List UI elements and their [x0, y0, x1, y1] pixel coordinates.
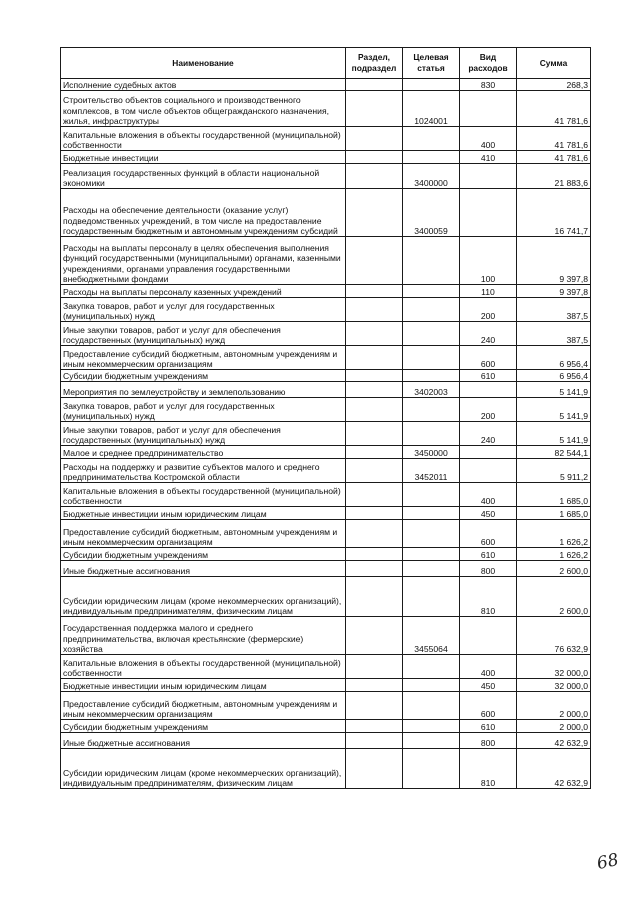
- row-sum: 21 883,6: [517, 164, 591, 189]
- row-section: [346, 346, 403, 370]
- row-section: [346, 322, 403, 346]
- row-name: Субсидии бюджетным учреждениям: [61, 548, 346, 561]
- row-type: 240: [460, 422, 517, 446]
- row-target: [403, 346, 460, 370]
- table-row: [61, 91, 591, 127]
- row-name: Расходы на выплаты персоналу в целях обеспечения выполнения функций государственными (муниципальными) органами, казенными учреждениями, органами управления государственными внебюджетными фондами: [61, 237, 346, 285]
- row-sum: 2 000,0: [517, 692, 591, 720]
- row-section: [346, 749, 403, 789]
- row-sum: 82 544,1: [517, 446, 591, 459]
- table-row: [61, 285, 591, 298]
- row-section: [346, 617, 403, 655]
- row-sum: 1 685,0: [517, 483, 591, 507]
- row-type: 200: [460, 398, 517, 422]
- table-row: [61, 164, 591, 189]
- row-section: [346, 79, 403, 91]
- row-sum: 387,5: [517, 298, 591, 322]
- row-target: 3402003: [403, 382, 460, 398]
- table-row: [61, 79, 591, 91]
- table-row: [61, 483, 591, 507]
- table-row: [61, 749, 591, 789]
- row-target: 3450000: [403, 446, 460, 459]
- table-row: [61, 127, 591, 151]
- table-row: [61, 617, 591, 655]
- table-row: [61, 520, 591, 548]
- row-target: 3455064: [403, 617, 460, 655]
- table-body: [61, 79, 591, 789]
- row-type: [460, 382, 517, 398]
- row-target: [403, 720, 460, 733]
- row-section: [346, 548, 403, 561]
- table-row: [61, 322, 591, 346]
- table-row: [61, 459, 591, 483]
- row-type: 100: [460, 237, 517, 285]
- row-type: 600: [460, 520, 517, 548]
- row-target: 1024001: [403, 91, 460, 127]
- row-target: [403, 692, 460, 720]
- row-name: Предоставление субсидий бюджетным, автономным учреждениям и иным некоммерческим организациям: [61, 520, 346, 548]
- table-row: [61, 548, 591, 561]
- row-name: Субсидии бюджетным учреждениям: [61, 720, 346, 733]
- row-target: 3400000: [403, 164, 460, 189]
- table-row: [61, 679, 591, 692]
- table-row: [61, 733, 591, 749]
- row-sum: 32 000,0: [517, 655, 591, 679]
- row-name: Бюджетные инвестиции иным юридическим лицам: [61, 507, 346, 520]
- row-section: [346, 446, 403, 459]
- table-row: [61, 382, 591, 398]
- row-target: [403, 79, 460, 91]
- row-section: [346, 655, 403, 679]
- row-sum: 5 141,9: [517, 422, 591, 446]
- row-section: [346, 151, 403, 164]
- row-type: 200: [460, 298, 517, 322]
- row-name: Бюджетные инвестиции: [61, 151, 346, 164]
- row-sum: 1 626,2: [517, 520, 591, 548]
- table-row: [61, 237, 591, 285]
- row-section: [346, 370, 403, 382]
- row-sum: 1 685,0: [517, 507, 591, 520]
- row-name: Малое и среднее предпринимательство: [61, 446, 346, 459]
- row-sum: 42 632,9: [517, 749, 591, 789]
- row-name: Исполнение судебных актов: [61, 79, 346, 91]
- row-target: [403, 655, 460, 679]
- row-sum: 9 397,8: [517, 237, 591, 285]
- table-row: [61, 189, 591, 237]
- table-row: [61, 398, 591, 422]
- row-section: [346, 91, 403, 127]
- row-sum: 41 781,6: [517, 151, 591, 164]
- row-section: [346, 398, 403, 422]
- row-type: 410: [460, 151, 517, 164]
- row-target: 3400059: [403, 189, 460, 237]
- table-header-row: [61, 48, 591, 79]
- row-type: 610: [460, 370, 517, 382]
- row-sum: 6 956,4: [517, 370, 591, 382]
- header-target: Целевая статья: [403, 48, 460, 79]
- table-row: [61, 507, 591, 520]
- table-row: [61, 720, 591, 733]
- row-section: [346, 459, 403, 483]
- row-target: [403, 322, 460, 346]
- row-type: [460, 189, 517, 237]
- row-target: [403, 285, 460, 298]
- row-name: Предоставление субсидий бюджетным, автономным учреждениям и иным некоммерческим организациям: [61, 346, 346, 370]
- row-target: [403, 507, 460, 520]
- row-section: [346, 507, 403, 520]
- row-sum: 2 600,0: [517, 561, 591, 577]
- row-type: 800: [460, 561, 517, 577]
- row-name: Предоставление субсидий бюджетным, автономным учреждениям и иным некоммерческим организациям: [61, 692, 346, 720]
- budget-table: [60, 47, 591, 789]
- row-type: 240: [460, 322, 517, 346]
- row-name: Расходы на поддержку и развитие субъектов малого и среднего предпринимательства Костромской области: [61, 459, 346, 483]
- row-section: [346, 561, 403, 577]
- row-type: 830: [460, 79, 517, 91]
- table-row: [61, 422, 591, 446]
- row-target: [403, 483, 460, 507]
- row-target: [403, 398, 460, 422]
- row-name: Капитальные вложения в объекты государственной (муниципальной) собственности: [61, 655, 346, 679]
- row-name: Капитальные вложения в объекты государственной (муниципальной) собственности: [61, 483, 346, 507]
- row-section: [346, 483, 403, 507]
- row-name: Строительство объектов социального и производственного комплексов, в том числе объектов общегражданского назначения, жилья, инфраструктуры: [61, 91, 346, 127]
- row-type: [460, 617, 517, 655]
- table-row: [61, 151, 591, 164]
- row-name: Капитальные вложения в объекты государственной (муниципальной) собственности: [61, 127, 346, 151]
- row-sum: 1 626,2: [517, 548, 591, 561]
- row-name: Субсидии юридическим лицам (кроме некоммерческих организаций), индивидуальным предпринимателям, физическим лицам: [61, 577, 346, 617]
- row-name: Иные бюджетные ассигнования: [61, 561, 346, 577]
- row-name: Государственная поддержка малого и среднего предпринимательства, включая крестьянские (фермерские) хозяйства: [61, 617, 346, 655]
- row-target: [403, 237, 460, 285]
- row-type: 450: [460, 679, 517, 692]
- row-sum: 387,5: [517, 322, 591, 346]
- row-sum: 16 741,7: [517, 189, 591, 237]
- row-target: [403, 679, 460, 692]
- table-row: [61, 561, 591, 577]
- row-target: 3452011: [403, 459, 460, 483]
- table-row: [61, 370, 591, 382]
- row-target: [403, 298, 460, 322]
- row-name: Мероприятия по землеустройству и землепользованию: [61, 382, 346, 398]
- row-sum: 268,3: [517, 79, 591, 91]
- table-row: [61, 298, 591, 322]
- row-type: 810: [460, 749, 517, 789]
- header-sum: Сумма: [517, 48, 591, 79]
- row-type: 610: [460, 548, 517, 561]
- row-target: [403, 520, 460, 548]
- row-section: [346, 577, 403, 617]
- row-name: Субсидии бюджетным учреждениям: [61, 370, 346, 382]
- row-type: [460, 164, 517, 189]
- row-sum: 6 956,4: [517, 346, 591, 370]
- row-name: Субсидии юридическим лицам (кроме некоммерческих организаций), индивидуальным предпринимателям, физическим лицам: [61, 749, 346, 789]
- row-target: [403, 548, 460, 561]
- row-sum: 2 000,0: [517, 720, 591, 733]
- row-type: 400: [460, 127, 517, 151]
- header-section: Раздел, подраздел: [346, 48, 403, 79]
- row-name: Иные закупки товаров, работ и услуг для обеспечения государственных (муниципальных) нужд: [61, 422, 346, 446]
- row-sum: 32 000,0: [517, 679, 591, 692]
- row-sum: 76 632,9: [517, 617, 591, 655]
- row-sum: 5 911,2: [517, 459, 591, 483]
- header-name: Наименование: [61, 48, 346, 79]
- row-section: [346, 679, 403, 692]
- row-section: [346, 164, 403, 189]
- row-sum: 41 781,6: [517, 127, 591, 151]
- row-target: [403, 127, 460, 151]
- row-type: [460, 459, 517, 483]
- row-target: [403, 370, 460, 382]
- table-row: [61, 692, 591, 720]
- row-section: [346, 382, 403, 398]
- row-section: [346, 692, 403, 720]
- row-section: [346, 285, 403, 298]
- row-section: [346, 733, 403, 749]
- row-type: 450: [460, 507, 517, 520]
- row-section: [346, 298, 403, 322]
- row-type: 800: [460, 733, 517, 749]
- row-type: 600: [460, 346, 517, 370]
- row-type: 600: [460, 692, 517, 720]
- row-target: [403, 422, 460, 446]
- header-type: Вид расходов: [460, 48, 517, 79]
- row-target: [403, 151, 460, 164]
- row-type: [460, 91, 517, 127]
- page-number: 68: [595, 849, 621, 875]
- row-name: Иные бюджетные ассигнования: [61, 733, 346, 749]
- row-type: [460, 446, 517, 459]
- row-section: [346, 189, 403, 237]
- table-row: [61, 577, 591, 617]
- row-sum: 5 141,9: [517, 398, 591, 422]
- row-section: [346, 237, 403, 285]
- row-target: [403, 733, 460, 749]
- row-type: 400: [460, 483, 517, 507]
- row-type: 610: [460, 720, 517, 733]
- row-target: [403, 749, 460, 789]
- row-name: Иные закупки товаров, работ и услуг для обеспечения государственных (муниципальных) нужд: [61, 322, 346, 346]
- row-section: [346, 422, 403, 446]
- row-name: Бюджетные инвестиции иным юридическим лицам: [61, 679, 346, 692]
- row-section: [346, 720, 403, 733]
- row-type: 810: [460, 577, 517, 617]
- row-target: [403, 561, 460, 577]
- row-section: [346, 127, 403, 151]
- row-type: 400: [460, 655, 517, 679]
- row-target: [403, 577, 460, 617]
- row-name: Реализация государственных функций в области национальной экономики: [61, 164, 346, 189]
- row-sum: 5 141,9: [517, 382, 591, 398]
- row-sum: 42 632,9: [517, 733, 591, 749]
- row-sum: 41 781,6: [517, 91, 591, 127]
- row-section: [346, 520, 403, 548]
- row-name: Расходы на обеспечение деятельности (оказание услуг) подведомственных учреждений, в том числе на предоставление государственным бюджетным и автономным учреждениям субсидий: [61, 189, 346, 237]
- table-row: [61, 655, 591, 679]
- row-name: Расходы на выплаты персоналу казенных учреждений: [61, 285, 346, 298]
- table-row: [61, 446, 591, 459]
- row-name: Закупка товаров, работ и услуг для государственных (муниципальных) нужд: [61, 398, 346, 422]
- row-name: Закупка товаров, работ и услуг для государственных (муниципальных) нужд: [61, 298, 346, 322]
- row-sum: 2 600,0: [517, 577, 591, 617]
- table-row: [61, 346, 591, 370]
- row-type: 110: [460, 285, 517, 298]
- row-sum: 9 397,8: [517, 285, 591, 298]
